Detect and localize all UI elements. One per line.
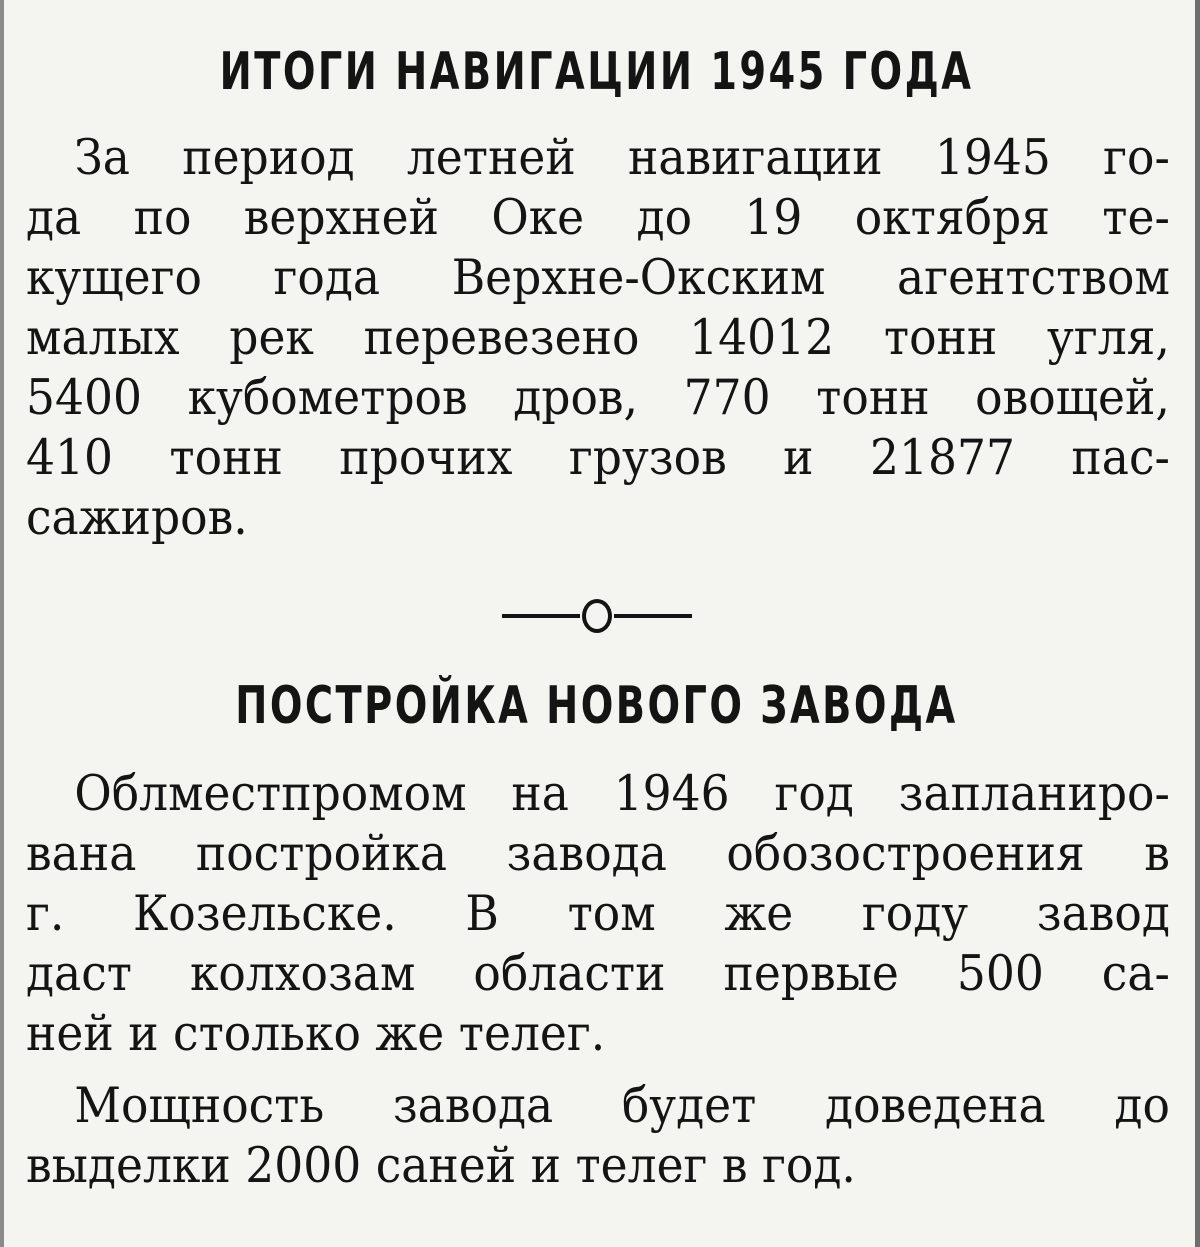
article-2-line: ней и столько же телег. (26, 1005, 606, 1062)
article-separator (26, 590, 1167, 642)
article-2-line: г. Козельске. В том же году завод (26, 885, 1170, 942)
article-2-line: вана постройка завода обозостроения в (26, 825, 1170, 882)
article-2-paragraph-1 (26, 764, 1170, 1064)
separator-circle (582, 599, 612, 633)
article-2-title: ПОСТРОЙКА НОВОГО ЗАВОДА (235, 676, 958, 736)
article-1-line: За период летней навигации 1945 го- (74, 129, 1170, 186)
article-1-line: кущего года Верхне-Окским агентством (26, 249, 1170, 306)
article-1-line: малых рек перевезено 14012 тонн угля, (26, 309, 1170, 366)
article-1-body (26, 128, 1170, 548)
article-2-line: Мощность завода будет доведена до (74, 1077, 1170, 1134)
article-1-line: 410 тонн прочих грузов и 21877 пас- (26, 429, 1170, 486)
article-2-paragraph-2 (26, 1076, 1170, 1196)
article-2-line: даст колхозам области первые 500 са- (26, 945, 1170, 1002)
article-2-line: Облместпромом на 1946 год запланиро- (74, 765, 1170, 822)
article-2-line: выделки 2000 саней и телег в год. (26, 1137, 856, 1194)
article-1-line: да по верхней Оке до 19 октября те- (26, 189, 1170, 246)
separator-dash (502, 614, 580, 618)
article-1-line: сажиров. (26, 489, 248, 546)
separator-dash (614, 614, 692, 618)
article-1-line: 5400 кубометров дров, 770 тонн овощей, (26, 369, 1170, 426)
article-1-title: ИТОГИ НАВИГАЦИИ 1945 ГОДА (219, 42, 974, 102)
